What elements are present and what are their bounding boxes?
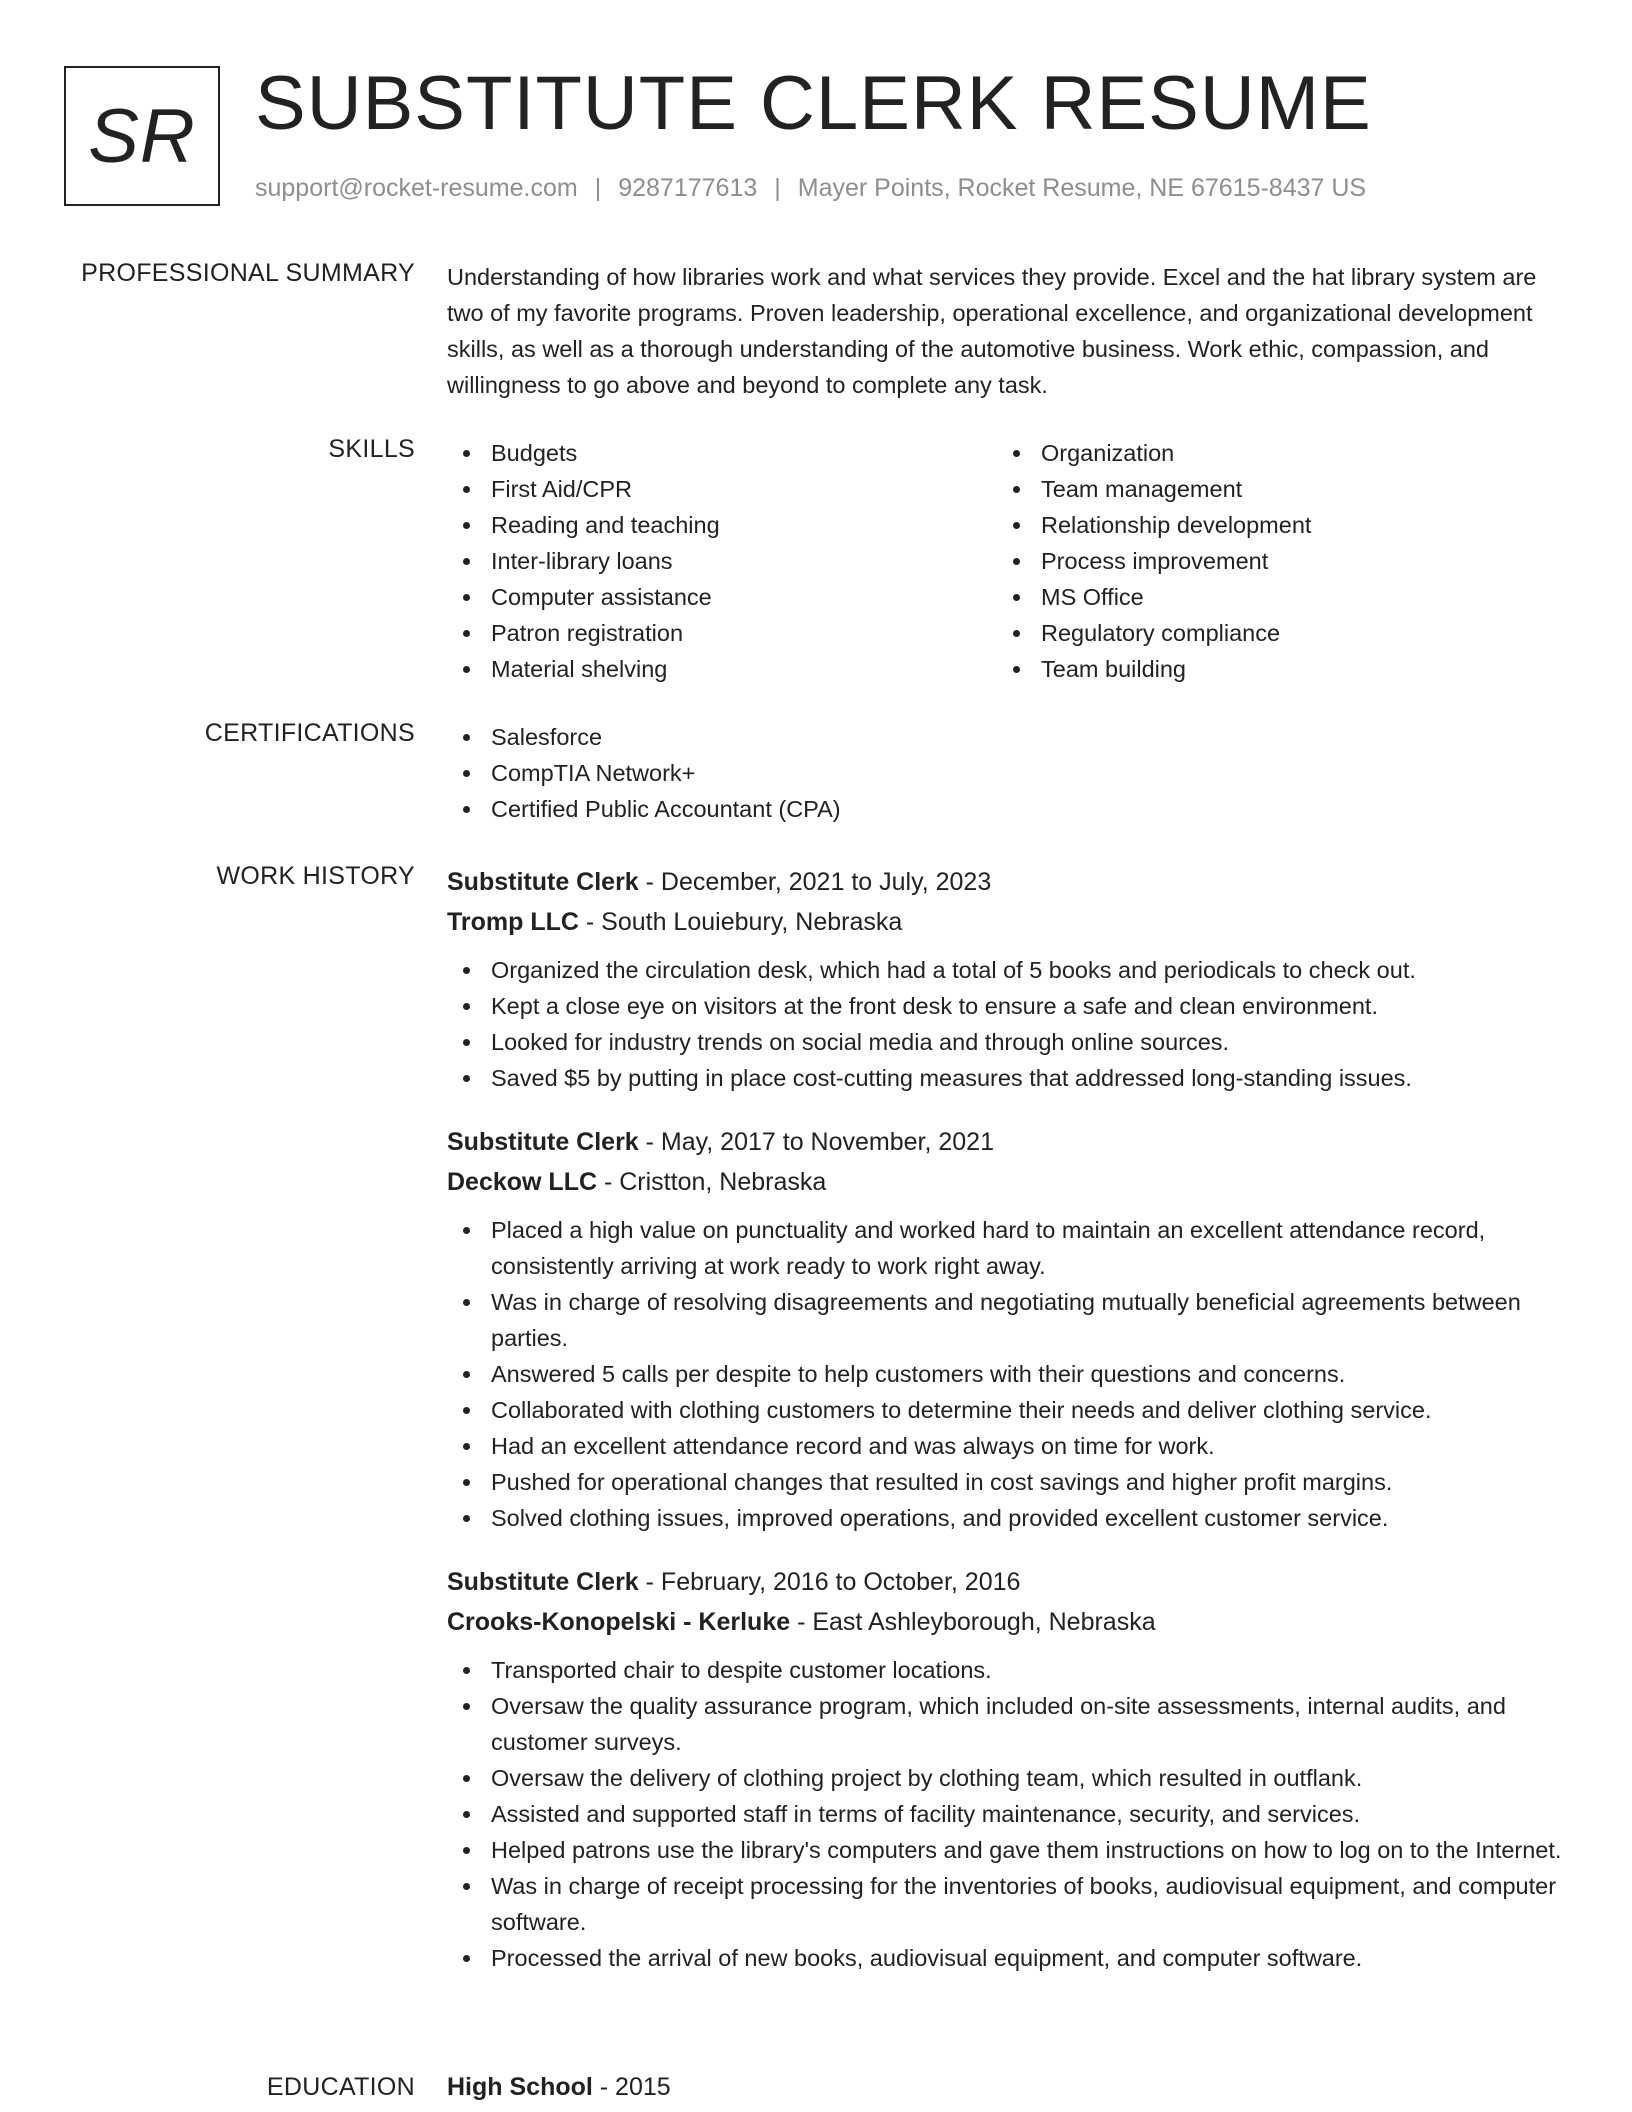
job-company-line (447, 1162, 1567, 1202)
skill-item: Organization (997, 435, 1547, 471)
skill-item: Team building (997, 651, 1547, 687)
job-bullet: Kept a close eye on visitors at the front desk to ensure a safe and clean environment. (447, 988, 1567, 1024)
job-title-line (447, 1122, 1567, 1162)
skill-item: Team management (997, 471, 1547, 507)
job-company-line (447, 902, 1567, 942)
job-title-line (447, 1562, 1567, 1602)
job-dates: - December, 2021 to July, 2023 (638, 868, 992, 896)
resume-header (64, 61, 1568, 216)
job-bullets (447, 1212, 1567, 1536)
job-bullet: Transported chair to despite customer locations. (447, 1652, 1567, 1688)
skill-item: Material shelving (447, 651, 997, 687)
job-bullet: Looked for industry trends on social media and through online sources. (447, 1024, 1567, 1060)
skills-grid (447, 435, 1567, 687)
contact-line (255, 174, 1366, 203)
certification-item: Salesforce (447, 719, 1567, 755)
job-company: Tromp LLC (447, 908, 579, 936)
job-bullet: Organized the circulation desk, which had a total of 5 books and periodicals to check out. (447, 952, 1567, 988)
summary-text: Understanding of how libraries work and what services they provide. Excel and the hat library system are two of my favorite programs. Proven leadership, operational excellence, and organizational development skills, as well as a thorough understanding of the automotive business. Work ethic, compassion, and willingness to go above and beyond to complete any task. (447, 264, 1537, 398)
job-bullet: Oversaw the quality assurance program, which included on-site assessments, internal audits, and customer surveys. (447, 1688, 1567, 1760)
job-title-line (447, 862, 1567, 902)
job-entry (447, 862, 1567, 1096)
contact-address: Mayer Points, Rocket Resume, NE 67615-8437 US (797, 174, 1367, 202)
job-bullet: Was in charge of resolving disagreements and negotiating mutually beneficial agreements between parties. (447, 1284, 1567, 1356)
skills-column-right (997, 435, 1547, 687)
job-bullet: Solved clothing issues, improved operations, and provided excellent customer service. (447, 1500, 1567, 1536)
skill-item: Patron registration (447, 615, 997, 651)
job-bullet: Was in charge of receipt processing for the inventories of books, audiovisual equipment, and computer software. (447, 1868, 1567, 1940)
certifications-label: CERTIFICATIONS (204, 719, 415, 747)
job-entry (447, 1122, 1567, 1536)
job-bullets (447, 952, 1567, 1096)
certifications-list (447, 719, 1567, 827)
job-dates: - February, 2016 to October, 2016 (638, 1568, 1021, 1596)
education-line (447, 2067, 1567, 2107)
skill-item: MS Office (997, 579, 1547, 615)
summary-body (447, 259, 1567, 403)
job-location: - Cristton, Nebraska (597, 1168, 827, 1196)
education-body (447, 2073, 1567, 2107)
job-bullet: Placed a high value on punctuality and worked hard to maintain an excellent attendance record, consistently arriving at work ready to work right away. (447, 1212, 1567, 1284)
job-company: Deckow LLC (447, 1168, 598, 1196)
summary-label: PROFESSIONAL SUMMARY (81, 259, 415, 287)
job-company: Crooks-Konopelski - Kerluke (447, 1608, 791, 1636)
job-bullet: Answered 5 calls per despite to help customers with their questions and concerns. (447, 1356, 1567, 1392)
skill-item: Inter-library loans (447, 543, 997, 579)
monogram: SR (64, 66, 220, 206)
job-bullet: Helped patrons use the library's computers and gave them instructions on how to log on to the Internet. (447, 1832, 1567, 1868)
contact-separator: | (594, 174, 602, 202)
job-bullet: Oversaw the delivery of clothing project by clothing team, which resulted in outflank. (447, 1760, 1567, 1796)
education-degree: High School (447, 2073, 593, 2101)
skill-item: Process improvement (997, 543, 1547, 579)
work-history-body (447, 862, 1567, 1976)
skill-item: Reading and teaching (447, 507, 997, 543)
skill-item: Regulatory compliance (997, 615, 1547, 651)
skills-body (447, 435, 1567, 687)
job-bullet: Saved $5 by putting in place cost-cutting measures that addressed long-standing issues. (447, 1060, 1567, 1096)
education-label: EDUCATION (266, 2073, 415, 2101)
page-title: SUBSTITUTE CLERK RESUME (255, 61, 1372, 146)
job-title: Substitute Clerk (447, 1568, 639, 1596)
job-bullets (447, 1652, 1567, 1976)
certification-item: Certified Public Accountant (CPA) (447, 791, 1567, 827)
job-bullet: Assisted and supported staff in terms of facility maintenance, security, and services. (447, 1796, 1567, 1832)
job-title: Substitute Clerk (447, 868, 639, 896)
job-location: - South Louiebury, Nebraska (578, 908, 903, 936)
work-history-label: WORK HISTORY (216, 862, 415, 890)
contact-separator: | (774, 174, 781, 202)
skill-item: Budgets (447, 435, 997, 471)
job-bullet: Had an excellent attendance record and was always on time for work. (447, 1428, 1567, 1464)
education-year: - 2015 (592, 2073, 671, 2101)
job-dates: - May, 2017 to November, 2021 (638, 1128, 994, 1156)
job-title: Substitute Clerk (447, 1128, 639, 1156)
contact-email: support@rocket-resume.com (255, 174, 578, 202)
job-location: - East Ashleyborough, Nebraska (790, 1608, 1156, 1636)
job-company-line (447, 1602, 1567, 1642)
job-bullet: Processed the arrival of new books, audiovisual equipment, and computer software. (447, 1940, 1567, 1976)
job-bullet: Pushed for operational changes that resulted in cost savings and higher profit margins. (447, 1464, 1567, 1500)
skill-item: Computer assistance (447, 579, 997, 615)
job-entry (447, 1562, 1567, 1976)
skill-item: Relationship development (997, 507, 1547, 543)
job-bullet: Collaborated with clothing customers to determine their needs and deliver clothing service. (447, 1392, 1567, 1428)
certifications-body (447, 719, 1567, 827)
skill-item: First Aid/CPR (447, 471, 997, 507)
skills-label: SKILLS (328, 435, 415, 463)
certification-item: CompTIA Network+ (447, 755, 1567, 791)
skills-column-left (447, 435, 997, 687)
contact-phone: 9287177613 (618, 174, 758, 202)
